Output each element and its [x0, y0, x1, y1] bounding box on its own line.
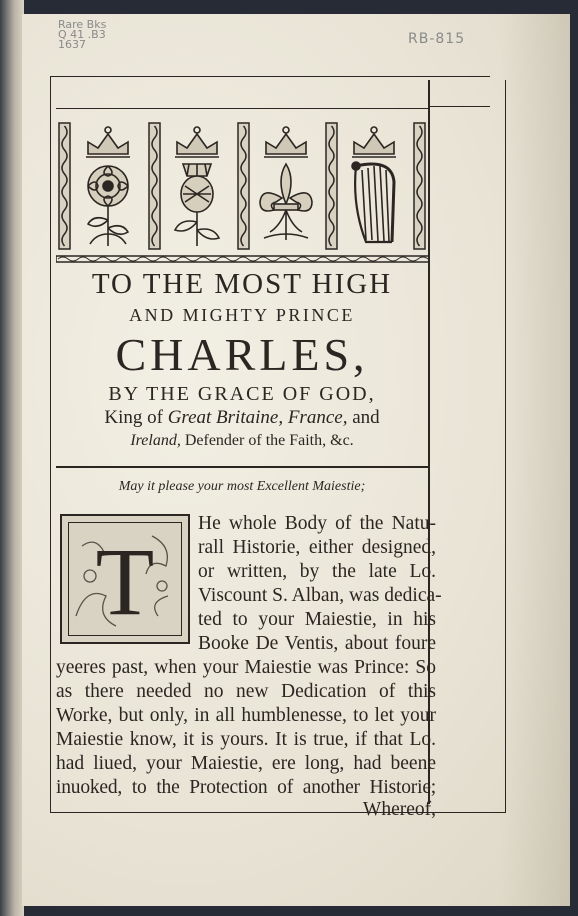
title-line-5-c: and: [347, 407, 380, 428]
vine-pillar-icon: [58, 122, 71, 250]
frame-rule-top: [50, 76, 490, 77]
body-line: Worke, but only, in all humblenesse, to let your: [56, 705, 436, 726]
royal-emblem-ornament: [56, 118, 430, 264]
page-shadow: [500, 14, 570, 906]
body-line: yeeres past, when your Maiestie was Prince: So: [56, 657, 436, 678]
body-line: ted to your Maiestie, in his: [198, 609, 436, 630]
catchword: Whereof,: [362, 799, 436, 820]
title-line-6: [52, 432, 432, 450]
body-line: as there needed no new Dedication of this: [56, 681, 436, 702]
title-line-5: [52, 407, 432, 429]
vine-pillar-icon: [325, 122, 338, 250]
vine-pillar-icon: [148, 122, 161, 250]
body-line: Booke De Ventis, about foure: [198, 633, 436, 654]
frame-rule-left: [50, 76, 51, 812]
vine-pillar-icon: [237, 122, 250, 250]
title-line-4: BY THE GRACE OF GOD,: [108, 383, 376, 405]
body-line: inuoked, to the Protection of another Historie;: [56, 777, 436, 798]
title-line-2: AND MIGHTY PRINCE: [129, 305, 355, 325]
title-line-5-b: Great Britaine, France,: [167, 407, 348, 428]
fleur-de-lis-icon: [252, 124, 320, 250]
body-line: rall Historie, either designed,: [198, 537, 436, 558]
foliage-ornament-icon: [62, 516, 188, 642]
title-line-5-a: King of: [104, 407, 168, 428]
body-line: had liued, your Maiestie, ere long, had beene: [56, 753, 436, 774]
vine-pillar-icon: [413, 122, 426, 250]
title-name-charles: CHARLES,: [115, 329, 369, 380]
book-spine-edge: [0, 0, 24, 916]
title-separator-rule: [56, 466, 428, 468]
thistle-icon: [163, 124, 231, 250]
body-line: or written, by the late Lo.: [198, 561, 436, 582]
book-page: [22, 14, 570, 906]
decorated-initial-letter: T: [95, 528, 155, 635]
salutation: May it please your most Excellent Maiestie;: [118, 479, 366, 494]
decorated-initial: [60, 514, 190, 644]
title-line-6-b: Defender of the Faith, &c.: [180, 432, 354, 449]
pencil-shelf-mark: RB-815: [408, 31, 466, 47]
inner-rule-top: [56, 108, 428, 109]
harp-icon: [340, 124, 408, 250]
body-line: Viscount S. Alban, was dedica-: [198, 585, 442, 606]
title-line-6-a: Ireland,: [130, 432, 181, 449]
body-line: He whole Body of the Natu-: [198, 513, 436, 534]
title-line-1: TO THE MOST HIGH: [91, 268, 393, 300]
pencil-call-number: Rare Bks Q 41 .B3 1637: [58, 18, 107, 51]
frame-rule-right: [505, 80, 506, 812]
tudor-rose-icon: [74, 124, 142, 250]
body-line: Maiestie know, it is yours. It is true, if that Lo.: [56, 729, 436, 750]
side-rule-top: [430, 106, 490, 107]
